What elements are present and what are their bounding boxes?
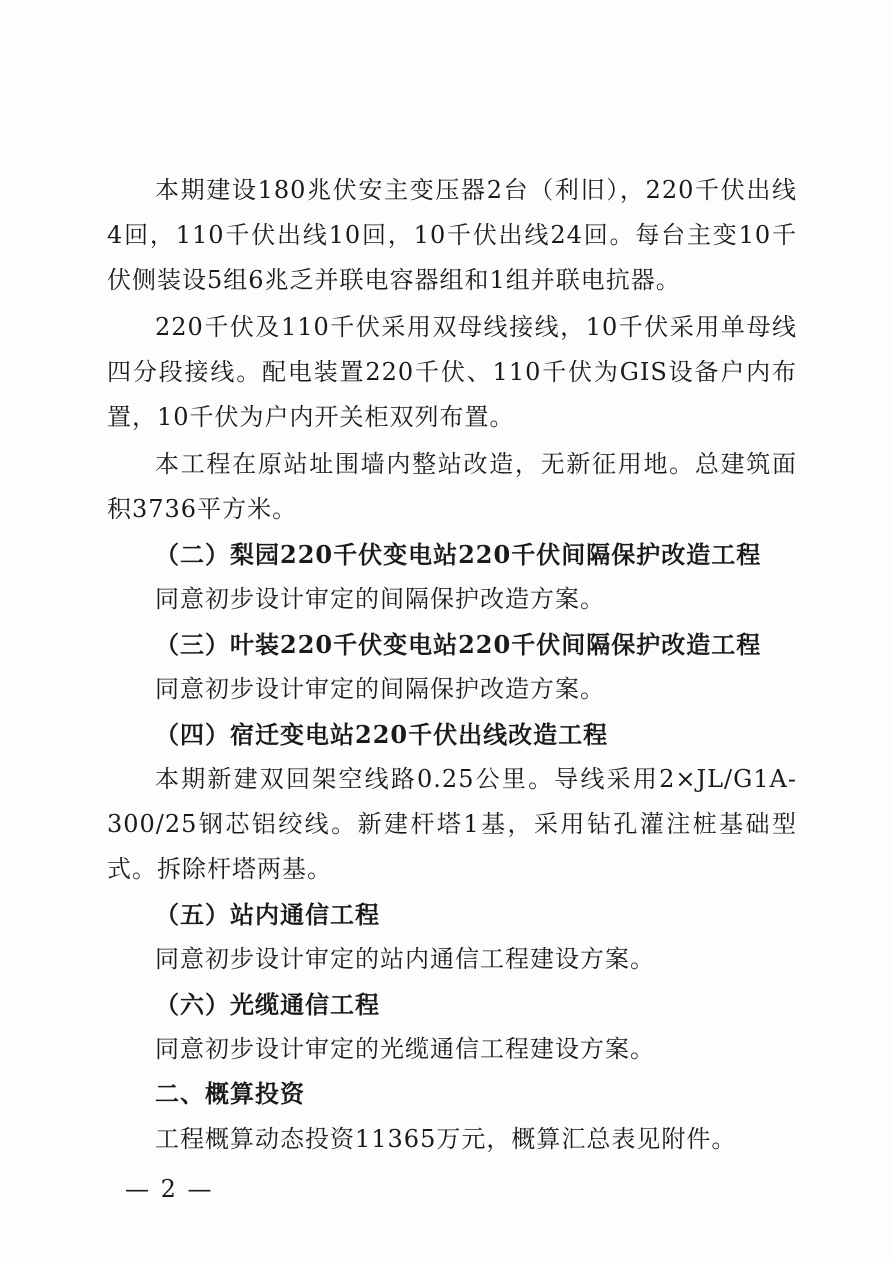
- section-text-yezhuang: 同意初步设计审定的间隔保护改造方案。: [155, 675, 605, 703]
- document-body: [107, 168, 797, 1162]
- section-text-investment: 工程概算动态投资11365万元，概算汇总表见附件。: [155, 1125, 737, 1153]
- section-text-liyuan: 同意初步设计审定的间隔保护改造方案。: [155, 585, 605, 613]
- section-heading-cable-comm: （六）光缆通信工程: [155, 990, 380, 1019]
- section-heading-yezhuang: （三）叶装220千伏变电站220千伏间隔保护改造工程: [155, 630, 762, 659]
- section-heading-station-comm: （五）站内通信工程: [155, 900, 380, 929]
- paragraph-wiring-scheme: 220千伏及110千伏采用双母线接线，10千伏采用单母线四分段接线。配电装置220千伏、110千伏为GIS设备户内布置，10千伏为户内开关柜双列布置。: [107, 313, 797, 431]
- section-text-cable-comm: 同意初步设计审定的光缆通信工程建设方案。: [155, 1035, 655, 1063]
- paragraph-substation-scale: 本期建设180兆伏安主变压器2台（利旧），220千伏出线4回，110千伏出线10回，10千伏出线24回。每台主变10千伏侧装设5组6兆乏并联电容器组和1组并联电抗器。: [107, 176, 797, 294]
- paragraph-site-area: 本工程在原站址围墙内整站改造，无新征用地。总建筑面积3736平方米。: [107, 450, 797, 523]
- section-heading-investment: 二、概算投资: [155, 1080, 305, 1108]
- section-heading-suqian: （四）宿迁变电站220千伏出线改造工程: [155, 720, 609, 749]
- section-heading-liyuan: （二）梨园220千伏变电站220千伏间隔保护改造工程: [155, 540, 762, 569]
- section-text-suqian: 本期新建双回架空线路0.25公里。导线采用2×JL/G1A-300/25钢芯铝绞线。新建杆塔1基，采用钻孔灌注桩基础型式。拆除杆塔两基。: [107, 765, 797, 883]
- page-number: — 2 —: [125, 1175, 214, 1203]
- section-text-station-comm: 同意初步设计审定的站内通信工程建设方案。: [155, 945, 655, 973]
